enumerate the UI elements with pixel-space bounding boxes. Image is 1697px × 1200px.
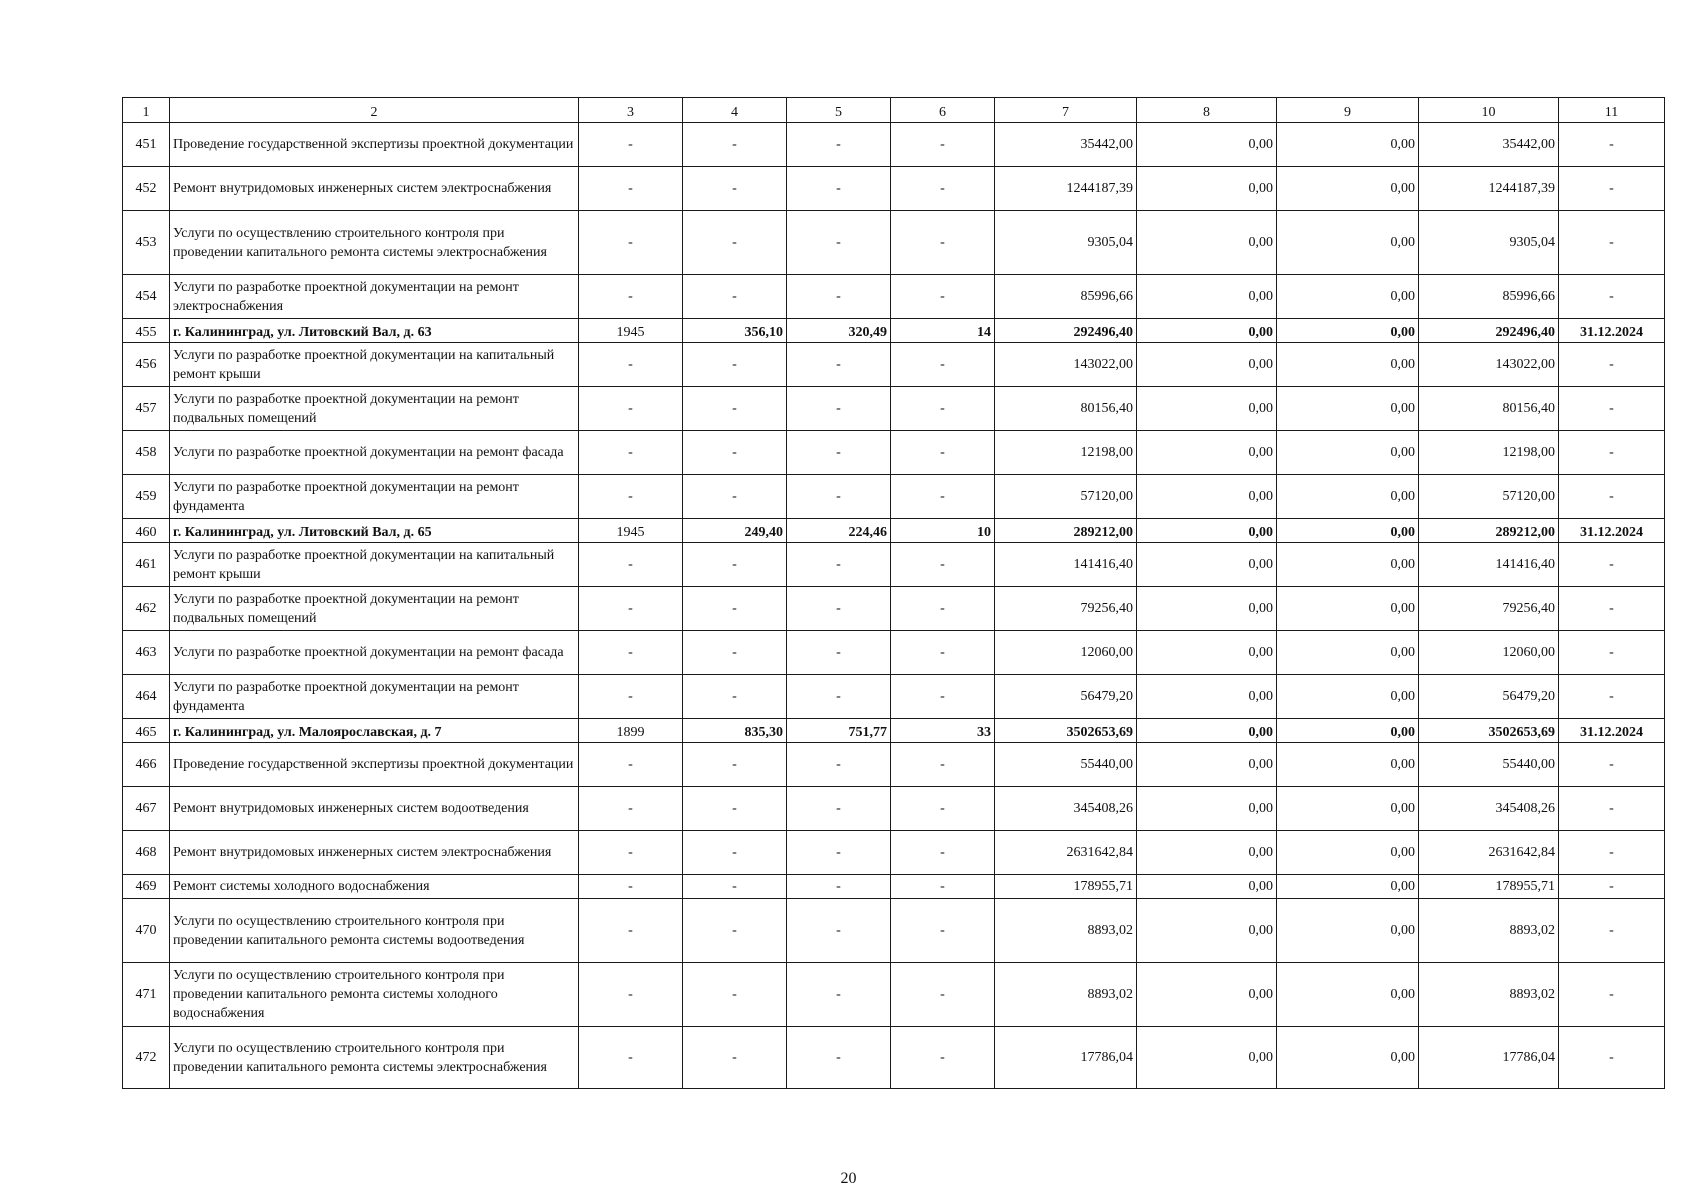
living-area: - xyxy=(787,631,891,675)
row-number: 452 xyxy=(123,167,170,211)
column-number: 1 xyxy=(123,98,170,123)
completion-date: - xyxy=(1559,475,1665,519)
living-area: 320,49 xyxy=(787,319,891,343)
row-number: 453 xyxy=(123,211,170,275)
total-area: - xyxy=(683,743,787,787)
living-area: - xyxy=(787,123,891,167)
work-description: Ремонт внутридомовых инженерных систем электроснабжения xyxy=(170,831,579,875)
year-built: 1945 xyxy=(579,519,683,543)
total-area: 835,30 xyxy=(683,719,787,743)
total-cost: 9305,04 xyxy=(995,211,1137,275)
fund-source-4: 345408,26 xyxy=(1419,787,1559,831)
column-number: 3 xyxy=(579,98,683,123)
row-number: 458 xyxy=(123,431,170,475)
fund-source-4: 12198,00 xyxy=(1419,431,1559,475)
fund-source-4: 85996,66 xyxy=(1419,275,1559,319)
fund-source-3: 0,00 xyxy=(1277,743,1419,787)
living-area: - xyxy=(787,831,891,875)
work-description: Услуги по разработке проектной документации на ремонт электроснабжения xyxy=(170,275,579,319)
column-number: 2 xyxy=(170,98,579,123)
living-area: - xyxy=(787,543,891,587)
table-row xyxy=(123,1027,1665,1089)
row-number: 461 xyxy=(123,543,170,587)
work-description: Услуги по осуществлению строительного контроля при проведении капитального ремонта системы холодного водоснабжения xyxy=(170,963,579,1027)
fund-source-4: 178955,71 xyxy=(1419,875,1559,899)
fund-source-2: 0,00 xyxy=(1137,475,1277,519)
fund-source-2: 0,00 xyxy=(1137,675,1277,719)
completion-date: - xyxy=(1559,211,1665,275)
year-built: - xyxy=(579,963,683,1027)
row-number: 464 xyxy=(123,675,170,719)
table-row xyxy=(123,387,1665,431)
work-description: Ремонт внутридомовых инженерных систем электроснабжения xyxy=(170,167,579,211)
year-built: - xyxy=(579,123,683,167)
fund-source-4: 2631642,84 xyxy=(1419,831,1559,875)
residents: - xyxy=(891,543,995,587)
year-built: - xyxy=(579,899,683,963)
total-area: - xyxy=(683,275,787,319)
fund-source-3: 0,00 xyxy=(1277,587,1419,631)
fund-source-4: 141416,40 xyxy=(1419,543,1559,587)
column-number: 9 xyxy=(1277,98,1419,123)
work-description: Услуги по разработке проектной документации на ремонт подвальных помещений xyxy=(170,587,579,631)
work-description: Ремонт внутридомовых инженерных систем водоотведения xyxy=(170,787,579,831)
year-built: - xyxy=(579,875,683,899)
total-cost: 2631642,84 xyxy=(995,831,1137,875)
row-number: 463 xyxy=(123,631,170,675)
work-description: Услуги по осуществлению строительного контроля при проведении капитального ремонта системы электроснабжения xyxy=(170,1027,579,1089)
document-sheet xyxy=(122,97,1664,1089)
total-cost: 55440,00 xyxy=(995,743,1137,787)
table-row xyxy=(123,211,1665,275)
total-cost: 345408,26 xyxy=(995,787,1137,831)
living-area: 224,46 xyxy=(787,519,891,543)
fund-source-3: 0,00 xyxy=(1277,631,1419,675)
fund-source-3: 0,00 xyxy=(1277,675,1419,719)
total-area: - xyxy=(683,543,787,587)
year-built: - xyxy=(579,1027,683,1089)
total-cost: 141416,40 xyxy=(995,543,1137,587)
completion-date: 31.12.2024 xyxy=(1559,319,1665,343)
fund-source-2: 0,00 xyxy=(1137,899,1277,963)
fund-source-4: 57120,00 xyxy=(1419,475,1559,519)
work-description: Услуги по осуществлению строительного контроля при проведении капитального ремонта системы электроснабжения xyxy=(170,211,579,275)
completion-date: - xyxy=(1559,167,1665,211)
fund-source-2: 0,00 xyxy=(1137,631,1277,675)
row-number: 455 xyxy=(123,319,170,343)
fund-source-2: 0,00 xyxy=(1137,167,1277,211)
fund-source-4: 3502653,69 xyxy=(1419,719,1559,743)
year-built: - xyxy=(579,831,683,875)
total-area: - xyxy=(683,167,787,211)
work-description: Услуги по разработке проектной документации на ремонт фасада xyxy=(170,631,579,675)
total-area: - xyxy=(683,875,787,899)
fund-source-2: 0,00 xyxy=(1137,875,1277,899)
year-built: - xyxy=(579,211,683,275)
total-cost: 292496,40 xyxy=(995,319,1137,343)
work-description: Услуги по разработке проектной документации на ремонт подвальных помещений xyxy=(170,387,579,431)
total-cost: 178955,71 xyxy=(995,875,1137,899)
residents: - xyxy=(891,631,995,675)
fund-source-2: 0,00 xyxy=(1137,211,1277,275)
fund-source-3: 0,00 xyxy=(1277,519,1419,543)
fund-source-4: 9305,04 xyxy=(1419,211,1559,275)
table-row xyxy=(123,167,1665,211)
fund-source-4: 79256,40 xyxy=(1419,587,1559,631)
work-description: г. Калининград, ул. Литовский Вал, д. 65 xyxy=(170,519,579,543)
column-number: 8 xyxy=(1137,98,1277,123)
fund-source-4: 12060,00 xyxy=(1419,631,1559,675)
residents: - xyxy=(891,587,995,631)
total-cost: 3502653,69 xyxy=(995,719,1137,743)
row-number: 457 xyxy=(123,387,170,431)
row-number: 468 xyxy=(123,831,170,875)
work-description: Услуги по разработке проектной документации на ремонт фундамента xyxy=(170,675,579,719)
completion-date: - xyxy=(1559,963,1665,1027)
completion-date: - xyxy=(1559,1027,1665,1089)
row-number: 454 xyxy=(123,275,170,319)
total-area: - xyxy=(683,1027,787,1089)
residents: 33 xyxy=(891,719,995,743)
year-built: - xyxy=(579,631,683,675)
column-number-row xyxy=(123,98,1665,123)
total-area: - xyxy=(683,587,787,631)
living-area: - xyxy=(787,387,891,431)
living-area: - xyxy=(787,675,891,719)
row-number: 472 xyxy=(123,1027,170,1089)
fund-source-2: 0,00 xyxy=(1137,587,1277,631)
residents: - xyxy=(891,963,995,1027)
total-area: - xyxy=(683,123,787,167)
capital-repair-table xyxy=(122,97,1665,1089)
year-built: 1899 xyxy=(579,719,683,743)
completion-date: - xyxy=(1559,787,1665,831)
fund-source-3: 0,00 xyxy=(1277,211,1419,275)
fund-source-3: 0,00 xyxy=(1277,275,1419,319)
row-number: 467 xyxy=(123,787,170,831)
total-area: - xyxy=(683,675,787,719)
address-row xyxy=(123,519,1665,543)
completion-date: - xyxy=(1559,675,1665,719)
completion-date: - xyxy=(1559,831,1665,875)
total-cost: 12060,00 xyxy=(995,631,1137,675)
work-description: Услуги по разработке проектной документации на ремонт фасада xyxy=(170,431,579,475)
fund-source-2: 0,00 xyxy=(1137,831,1277,875)
completion-date: - xyxy=(1559,899,1665,963)
fund-source-3: 0,00 xyxy=(1277,475,1419,519)
work-description: Услуги по разработке проектной документации на капитальный ремонт крыши xyxy=(170,543,579,587)
year-built: - xyxy=(579,275,683,319)
work-description: г. Калининград, ул. Малоярославская, д. 7 xyxy=(170,719,579,743)
living-area: - xyxy=(787,1027,891,1089)
fund-source-3: 0,00 xyxy=(1277,899,1419,963)
total-cost: 85996,66 xyxy=(995,275,1137,319)
total-cost: 17786,04 xyxy=(995,1027,1137,1089)
year-built: 1945 xyxy=(579,319,683,343)
fund-source-4: 292496,40 xyxy=(1419,319,1559,343)
year-built: - xyxy=(579,587,683,631)
page-number: 20 xyxy=(840,1170,857,1187)
completion-date: - xyxy=(1559,631,1665,675)
total-cost: 80156,40 xyxy=(995,387,1137,431)
fund-source-2: 0,00 xyxy=(1137,519,1277,543)
residents: - xyxy=(891,167,995,211)
row-number: 459 xyxy=(123,475,170,519)
fund-source-3: 0,00 xyxy=(1277,1027,1419,1089)
row-number: 460 xyxy=(123,519,170,543)
row-number: 451 xyxy=(123,123,170,167)
work-description: Услуги по разработке проектной документации на ремонт фундамента xyxy=(170,475,579,519)
table-row xyxy=(123,543,1665,587)
total-area: - xyxy=(683,475,787,519)
residents: - xyxy=(891,475,995,519)
total-area: - xyxy=(683,631,787,675)
residents: - xyxy=(891,211,995,275)
total-area: - xyxy=(683,387,787,431)
table-body xyxy=(123,98,1665,1089)
residents: - xyxy=(891,387,995,431)
row-number: 469 xyxy=(123,875,170,899)
table-row xyxy=(123,275,1665,319)
table-row xyxy=(123,743,1665,787)
table-row xyxy=(123,831,1665,875)
total-area: 249,40 xyxy=(683,519,787,543)
table-row xyxy=(123,123,1665,167)
table-row xyxy=(123,787,1665,831)
fund-source-4: 8893,02 xyxy=(1419,899,1559,963)
living-area: - xyxy=(787,743,891,787)
living-area: - xyxy=(787,167,891,211)
work-description: Услуги по осуществлению строительного контроля при проведении капитального ремонта системы водоотведения xyxy=(170,899,579,963)
residents: 14 xyxy=(891,319,995,343)
total-area: - xyxy=(683,343,787,387)
fund-source-4: 1244187,39 xyxy=(1419,167,1559,211)
fund-source-2: 0,00 xyxy=(1137,719,1277,743)
residents: - xyxy=(891,743,995,787)
completion-date: - xyxy=(1559,587,1665,631)
row-number: 466 xyxy=(123,743,170,787)
total-cost: 1244187,39 xyxy=(995,167,1137,211)
living-area: - xyxy=(787,275,891,319)
table-row xyxy=(123,875,1665,899)
column-number: 6 xyxy=(891,98,995,123)
table-row xyxy=(123,675,1665,719)
column-number: 10 xyxy=(1419,98,1559,123)
column-number: 7 xyxy=(995,98,1137,123)
total-cost: 12198,00 xyxy=(995,431,1137,475)
fund-source-2: 0,00 xyxy=(1137,963,1277,1027)
row-number: 470 xyxy=(123,899,170,963)
fund-source-3: 0,00 xyxy=(1277,963,1419,1027)
year-built: - xyxy=(579,475,683,519)
fund-source-4: 17786,04 xyxy=(1419,1027,1559,1089)
total-area: - xyxy=(683,211,787,275)
row-number: 465 xyxy=(123,719,170,743)
work-description: г. Калининград, ул. Литовский Вал, д. 63 xyxy=(170,319,579,343)
year-built: - xyxy=(579,387,683,431)
completion-date: - xyxy=(1559,275,1665,319)
fund-source-3: 0,00 xyxy=(1277,431,1419,475)
table-row xyxy=(123,899,1665,963)
living-area: - xyxy=(787,875,891,899)
living-area: - xyxy=(787,211,891,275)
living-area: - xyxy=(787,899,891,963)
address-row xyxy=(123,719,1665,743)
completion-date: - xyxy=(1559,123,1665,167)
year-built: - xyxy=(579,787,683,831)
year-built: - xyxy=(579,675,683,719)
total-cost: 8893,02 xyxy=(995,963,1137,1027)
residents: - xyxy=(891,343,995,387)
residents: - xyxy=(891,431,995,475)
residents: 10 xyxy=(891,519,995,543)
residents: - xyxy=(891,787,995,831)
completion-date: - xyxy=(1559,431,1665,475)
total-area: 356,10 xyxy=(683,319,787,343)
fund-source-2: 0,00 xyxy=(1137,431,1277,475)
fund-source-4: 143022,00 xyxy=(1419,343,1559,387)
fund-source-4: 289212,00 xyxy=(1419,519,1559,543)
total-area: - xyxy=(683,787,787,831)
fund-source-2: 0,00 xyxy=(1137,743,1277,787)
fund-source-3: 0,00 xyxy=(1277,343,1419,387)
total-area: - xyxy=(683,963,787,1027)
total-cost: 143022,00 xyxy=(995,343,1137,387)
row-number: 471 xyxy=(123,963,170,1027)
fund-source-4: 8893,02 xyxy=(1419,963,1559,1027)
completion-date: - xyxy=(1559,875,1665,899)
living-area: - xyxy=(787,475,891,519)
year-built: - xyxy=(579,167,683,211)
fund-source-3: 0,00 xyxy=(1277,787,1419,831)
column-number: 4 xyxy=(683,98,787,123)
year-built: - xyxy=(579,743,683,787)
fund-source-3: 0,00 xyxy=(1277,719,1419,743)
completion-date: - xyxy=(1559,543,1665,587)
fund-source-2: 0,00 xyxy=(1137,343,1277,387)
residents: - xyxy=(891,275,995,319)
fund-source-2: 0,00 xyxy=(1137,1027,1277,1089)
completion-date: - xyxy=(1559,743,1665,787)
fund-source-3: 0,00 xyxy=(1277,543,1419,587)
table-row xyxy=(123,963,1665,1027)
table-row xyxy=(123,587,1665,631)
residents: - xyxy=(891,899,995,963)
residents: - xyxy=(891,831,995,875)
fund-source-3: 0,00 xyxy=(1277,387,1419,431)
table-row xyxy=(123,631,1665,675)
table-row xyxy=(123,343,1665,387)
fund-source-4: 55440,00 xyxy=(1419,743,1559,787)
living-area: - xyxy=(787,343,891,387)
fund-source-3: 0,00 xyxy=(1277,831,1419,875)
year-built: - xyxy=(579,543,683,587)
completion-date: - xyxy=(1559,343,1665,387)
fund-source-2: 0,00 xyxy=(1137,387,1277,431)
work-description: Услуги по разработке проектной документации на капитальный ремонт крыши xyxy=(170,343,579,387)
work-description: Проведение государственной экспертизы проектной документации xyxy=(170,123,579,167)
completion-date: 31.12.2024 xyxy=(1559,519,1665,543)
fund-source-4: 35442,00 xyxy=(1419,123,1559,167)
column-number: 11 xyxy=(1559,98,1665,123)
row-number: 456 xyxy=(123,343,170,387)
total-cost: 57120,00 xyxy=(995,475,1137,519)
fund-source-2: 0,00 xyxy=(1137,319,1277,343)
completion-date: - xyxy=(1559,387,1665,431)
residents: - xyxy=(891,675,995,719)
total-cost: 56479,20 xyxy=(995,675,1137,719)
fund-source-2: 0,00 xyxy=(1137,275,1277,319)
living-area: - xyxy=(787,963,891,1027)
year-built: - xyxy=(579,343,683,387)
year-built: - xyxy=(579,431,683,475)
total-cost: 79256,40 xyxy=(995,587,1137,631)
work-description: Проведение государственной экспертизы проектной документации xyxy=(170,743,579,787)
fund-source-4: 56479,20 xyxy=(1419,675,1559,719)
living-area: - xyxy=(787,787,891,831)
residents: - xyxy=(891,1027,995,1089)
total-cost: 289212,00 xyxy=(995,519,1137,543)
fund-source-2: 0,00 xyxy=(1137,123,1277,167)
living-area: 751,77 xyxy=(787,719,891,743)
fund-source-2: 0,00 xyxy=(1137,787,1277,831)
fund-source-3: 0,00 xyxy=(1277,167,1419,211)
table-row xyxy=(123,431,1665,475)
total-area: - xyxy=(683,431,787,475)
residents: - xyxy=(891,875,995,899)
total-cost: 8893,02 xyxy=(995,899,1137,963)
fund-source-2: 0,00 xyxy=(1137,543,1277,587)
fund-source-3: 0,00 xyxy=(1277,875,1419,899)
residents: - xyxy=(891,123,995,167)
living-area: - xyxy=(787,587,891,631)
total-cost: 35442,00 xyxy=(995,123,1137,167)
living-area: - xyxy=(787,431,891,475)
fund-source-3: 0,00 xyxy=(1277,123,1419,167)
address-row xyxy=(123,319,1665,343)
work-description: Ремонт системы холодного водоснабжения xyxy=(170,875,579,899)
fund-source-4: 80156,40 xyxy=(1419,387,1559,431)
total-area: - xyxy=(683,831,787,875)
fund-source-3: 0,00 xyxy=(1277,319,1419,343)
total-area: - xyxy=(683,899,787,963)
completion-date: 31.12.2024 xyxy=(1559,719,1665,743)
column-number: 5 xyxy=(787,98,891,123)
table-row xyxy=(123,475,1665,519)
row-number: 462 xyxy=(123,587,170,631)
